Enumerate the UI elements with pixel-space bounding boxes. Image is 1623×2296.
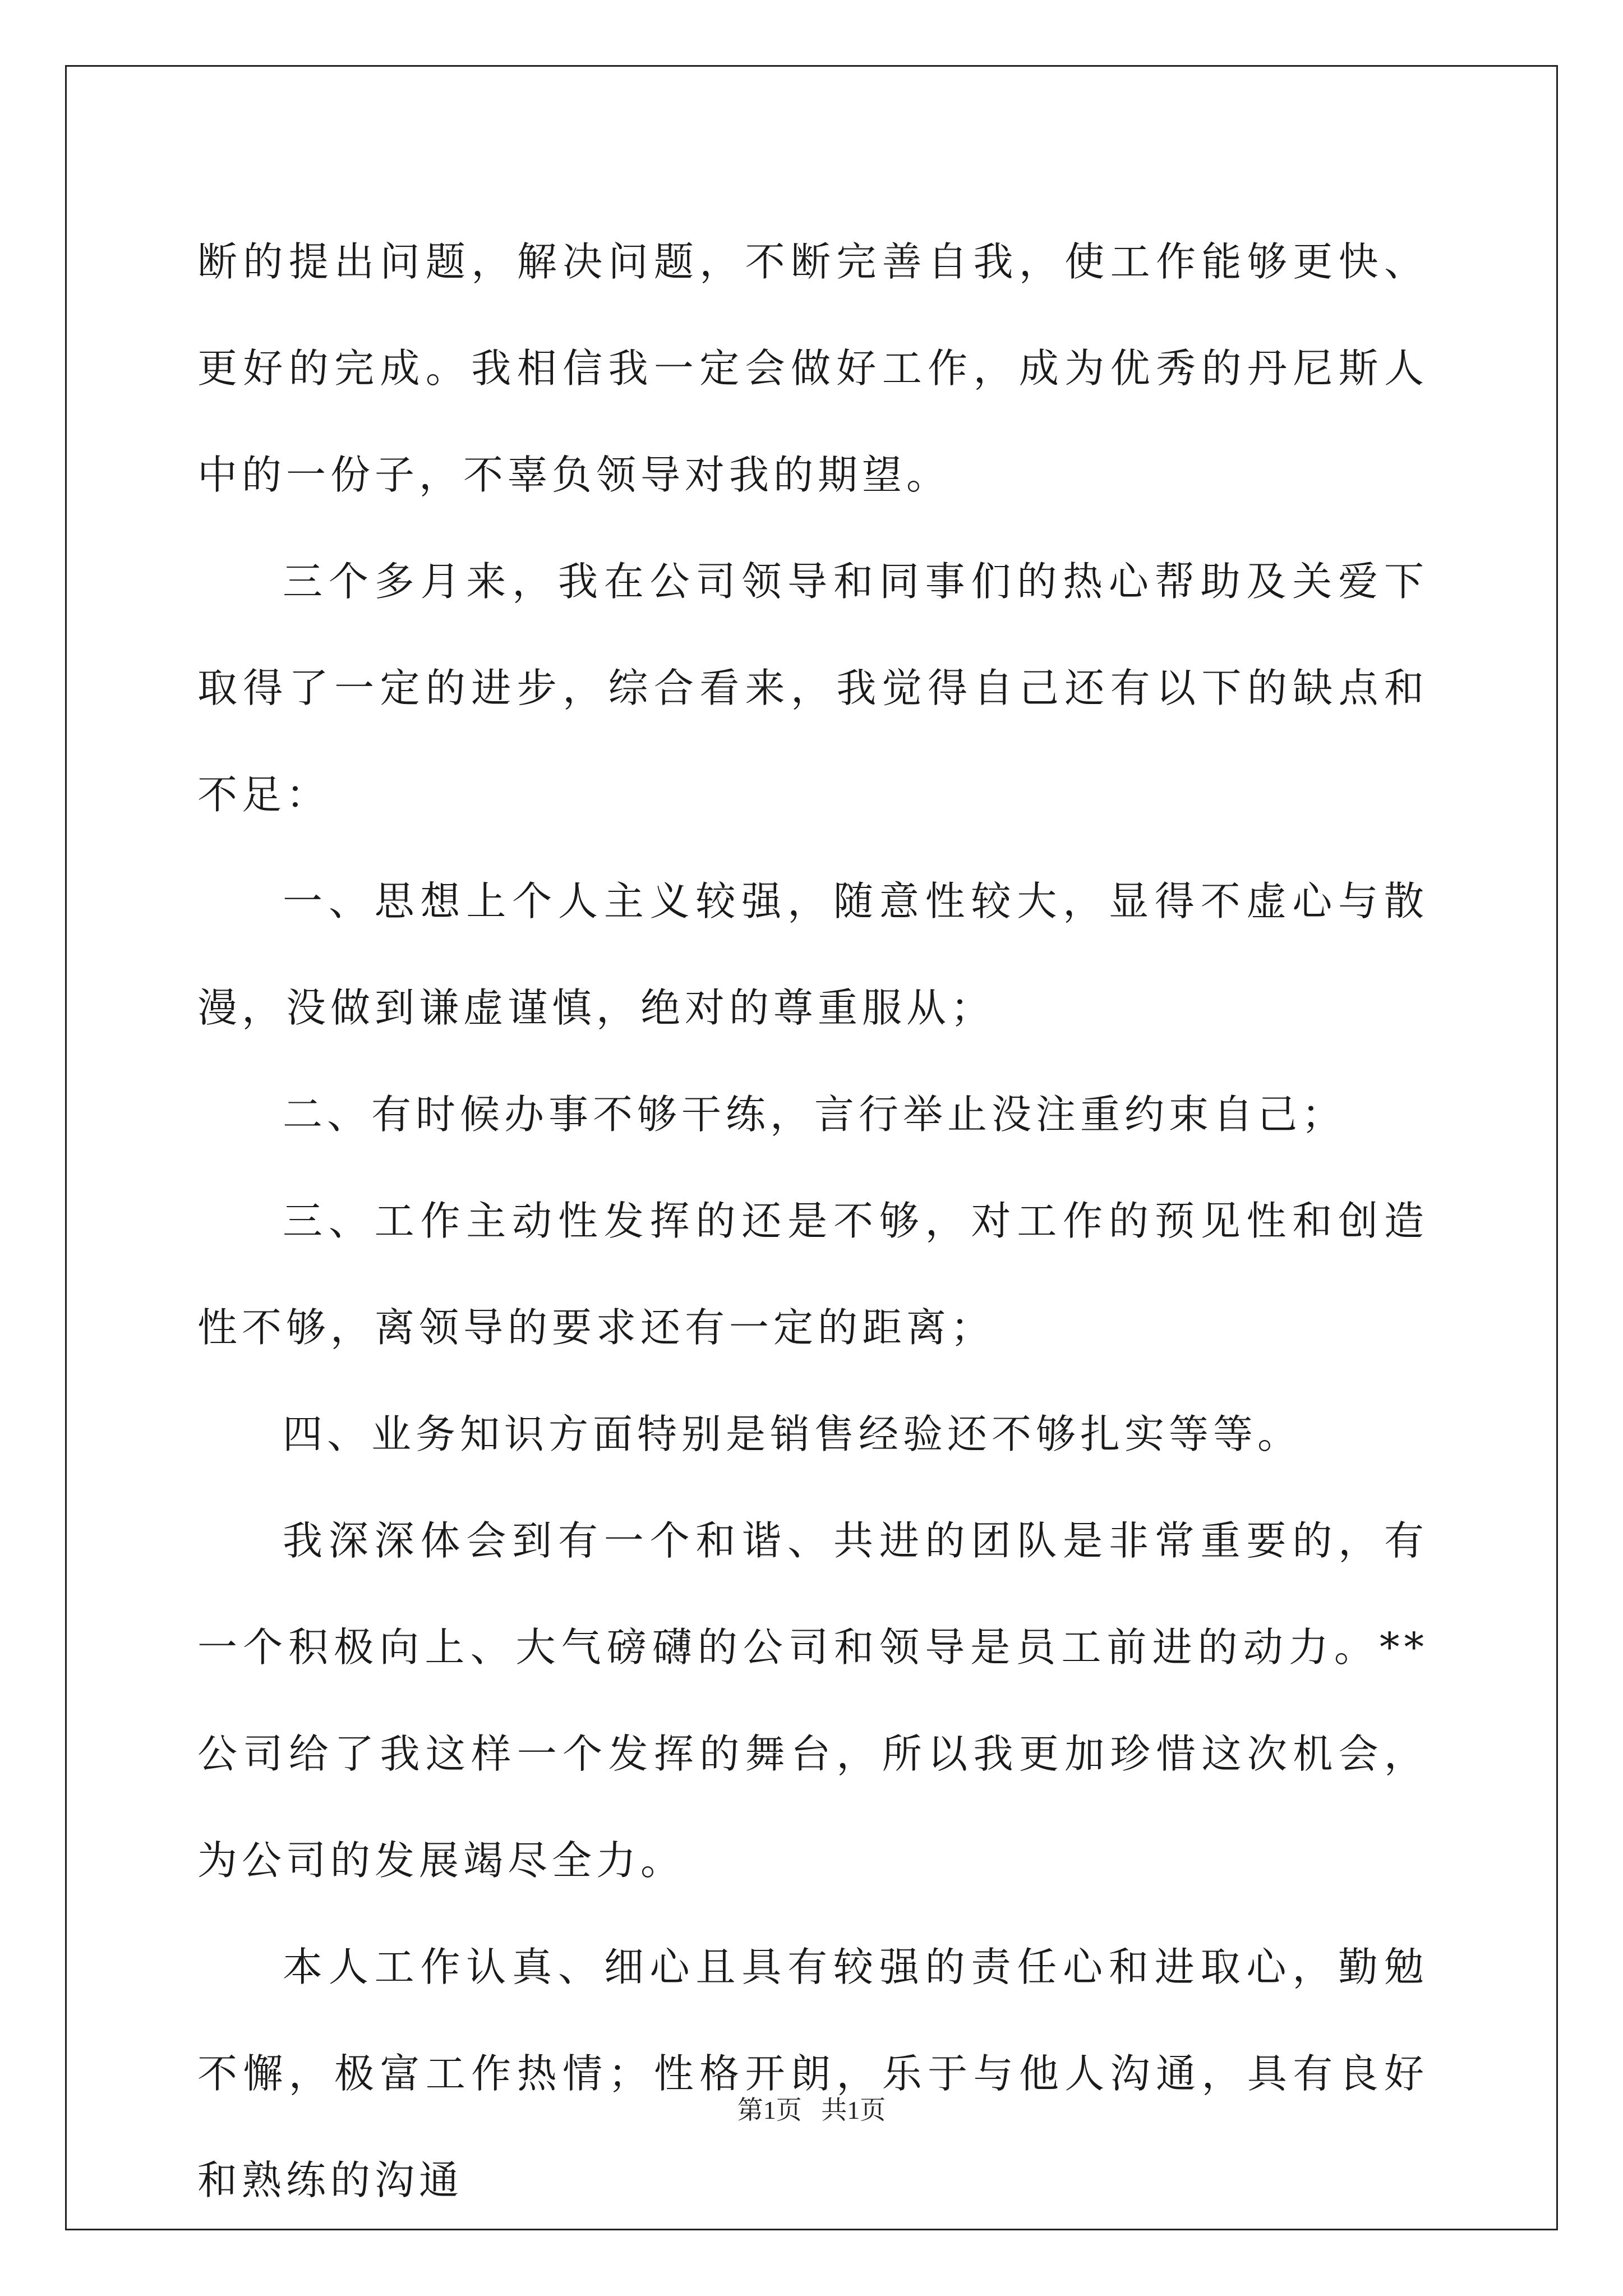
paragraph-1: 断的提出问题，解决问题，不断完善自我，使工作能够更快、更好的完成。我相信我一定会做好工作，成为优秀的丹尼斯人中的一份子，不辜负领导对我的期望。 [197,238,1428,498]
paragraph-8: 本人工作认真、细心且具有较强的责任心和进取心，勤勉不懈，极富工作热情；性格开朗，乐于与他人沟通，具有良好和熟练的沟通 [197,1944,1428,2203]
page-number-footer: 第1页 共1页 [737,2096,886,2124]
paragraph-6: 四、业务知识方面特别是销售经验还不够扎实等等。 [283,1411,1302,1457]
paragraph-3: 一、思想上个人主义较强，随意性较大，显得不虚心与散漫，没做到谦虚谨慎，绝对的尊重服从； [197,878,1428,1031]
paragraph-4: 二、有时候办事不够干练，言行举止没注重约束自己； [283,1091,1347,1138]
paragraph-7: 我深深体会到有一个和谐、共进的团队是非常重要的，有一个积极向上、大气磅礴的公司和领导是员工前进的动力。**公司给了我这样一个发挥的舞台，所以我更加珍惜这次机会，为公司的发展竭尽全力。 [197,1517,1428,1884]
document-body [197,209,1428,2234]
paragraph-2: 三个多月来，我在公司领导和同事们的热心帮助及关爱下取得了一定的进步，综合看来，我觉得自己还有以下的缺点和不足： [197,558,1428,818]
paragraph-5: 三、工作主动性发挥的还是不够，对工作的预见性和创造性不够，离领导的要求还有一定的距离； [197,1198,1428,1351]
